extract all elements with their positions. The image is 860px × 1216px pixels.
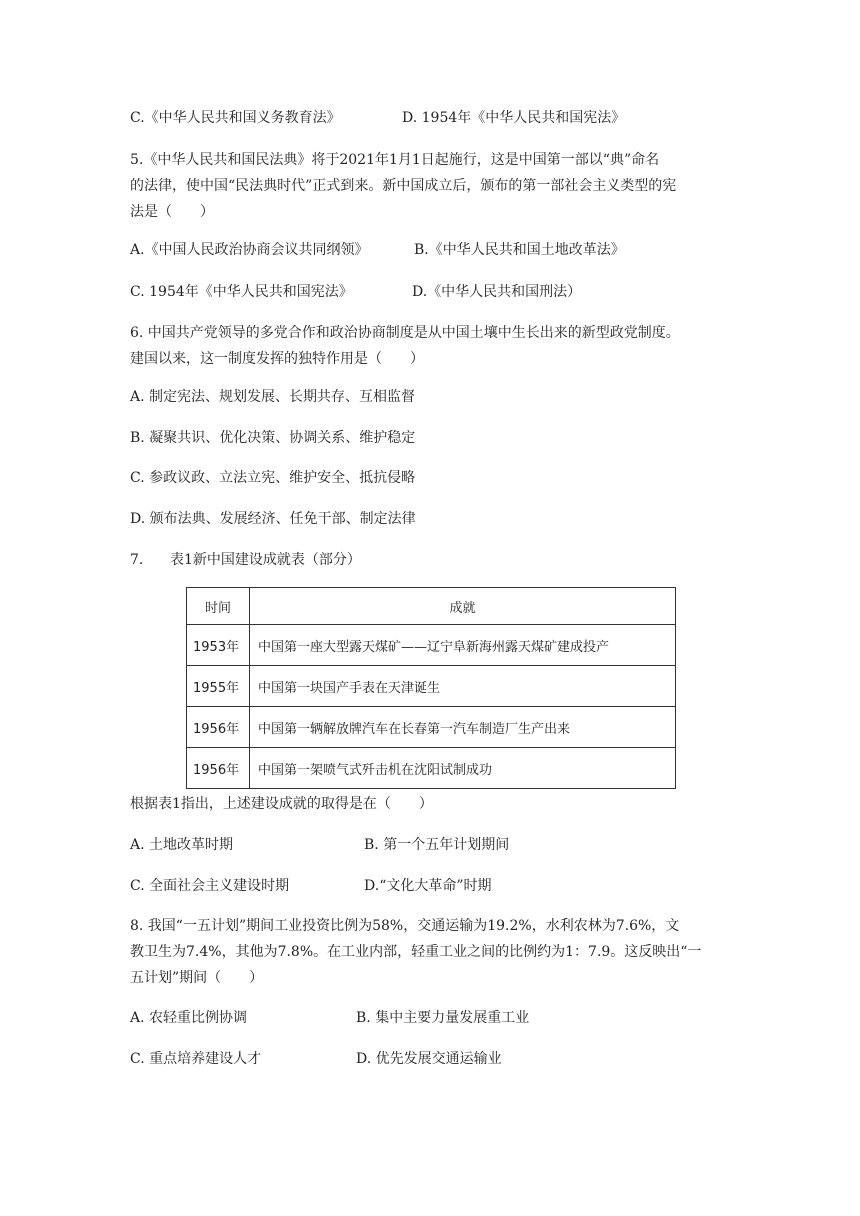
q7-option-d: D.“文化大革命”时期 [364,878,492,894]
table-header-achievement: 成就 [250,588,676,625]
q7-option-c: C. 全面社会主义建设时期 [130,878,290,894]
table-header-time: 时间 [187,588,250,625]
q8-option-d: D. 优先发展交通运输业 [356,1051,502,1067]
table-cell-year: 1955年 [187,666,250,707]
q5-option-b: B.《中华人民共和国土地改革法》 [414,242,625,258]
achievements-table [186,587,676,789]
q6-option-a: A. 制定宪法、规划发展、长期共存、互相监督 [130,389,416,405]
table-cell-achievement: 中国第一辆解放牌汽车在长春第一汽车制造厂生产出来 [250,707,676,748]
q8-text-line: 教卫生为7.4%，其他为7.8%。在工业内部，轻重工业之间的比例约为1：7.9。这反映出“一 [130,944,702,960]
q7-question: 根据表1指出，上述建设成就的取得是在（ ） [130,796,433,812]
q8-text-line: 五计划”期间（ ） [130,970,264,986]
q7-option-b: B. 第一个五年计划期间 [364,837,510,853]
q5-option-a: A.《中国人民政治协商会议共同纲领》 [130,242,369,258]
q4-option-d: D. 1954年《中华人民共和国宪法》 [402,110,626,126]
table-row [187,625,676,666]
q5-text-line: 的法律，使中国“民法典时代”正式到来。新中国成立后，颁布的第一部社会主义类型的宪 [130,178,677,194]
table-cell-year: 1956年 [187,707,250,748]
q5-option-c: C. 1954年《中华人民共和国宪法》 [130,284,353,300]
q8-option-a: A. 农轻重比例协调 [130,1010,248,1026]
q7-number: 7. [130,552,144,568]
q6-text-line: 6. 中国共产党领导的多党合作和政治协商制度是从中国土壤中生长出来的新型政党制度。 [130,325,680,341]
table-cell-year: 1956年 [187,748,250,789]
q8-text-line: 8. 我国“一五计划”期间工业投资比例为58%，交通运输为19.2%，水利农林为7.6%，文 [130,918,680,934]
table-cell-achievement: 中国第一块国产手表在天津诞生 [250,666,676,707]
table-row [187,666,676,707]
q6-option-b: B. 凝聚共识、优化决策、协调关系、维护稳定 [130,430,416,446]
table-row [187,707,676,748]
table-cell-year: 1953年 [187,625,250,666]
q6-option-c: C. 参政议政、立法立宪、维护安全、抵抗侵略 [130,470,416,486]
table-cell-achievement: 中国第一座大型露天煤矿——辽宁阜新海州露天煤矿建成投产 [250,625,676,666]
table-cell-achievement: 中国第一架喷气式歼击机在沈阳试制成功 [250,748,676,789]
table-row [187,748,676,789]
q8-option-c: C. 重点培养建设人才 [130,1051,262,1067]
q7-table-title: 表1新中国建设成就表（部分） [170,552,361,568]
q5-text-line: 5.《中华人民共和国民法典》将于2021年1月1日起施行，这是中国第一部以“典”命名 [130,152,660,168]
q7-option-a: A. 土地改革时期 [130,837,234,853]
table-header-row [187,588,676,625]
q5-option-d: D.《中华人民共和国刑法） [412,284,582,300]
q5-text-line: 法是（ ） [130,204,214,220]
q6-option-d: D. 颁布法典、发展经济、任免干部、制定法律 [130,511,416,527]
q8-option-b: B. 集中主要力量发展重工业 [356,1010,530,1026]
q6-text-line: 建国以来，这一制度发挥的独特作用是（ ） [130,351,424,367]
q4-option-c: C.《中华人民共和国义务教育法》 [130,110,341,126]
